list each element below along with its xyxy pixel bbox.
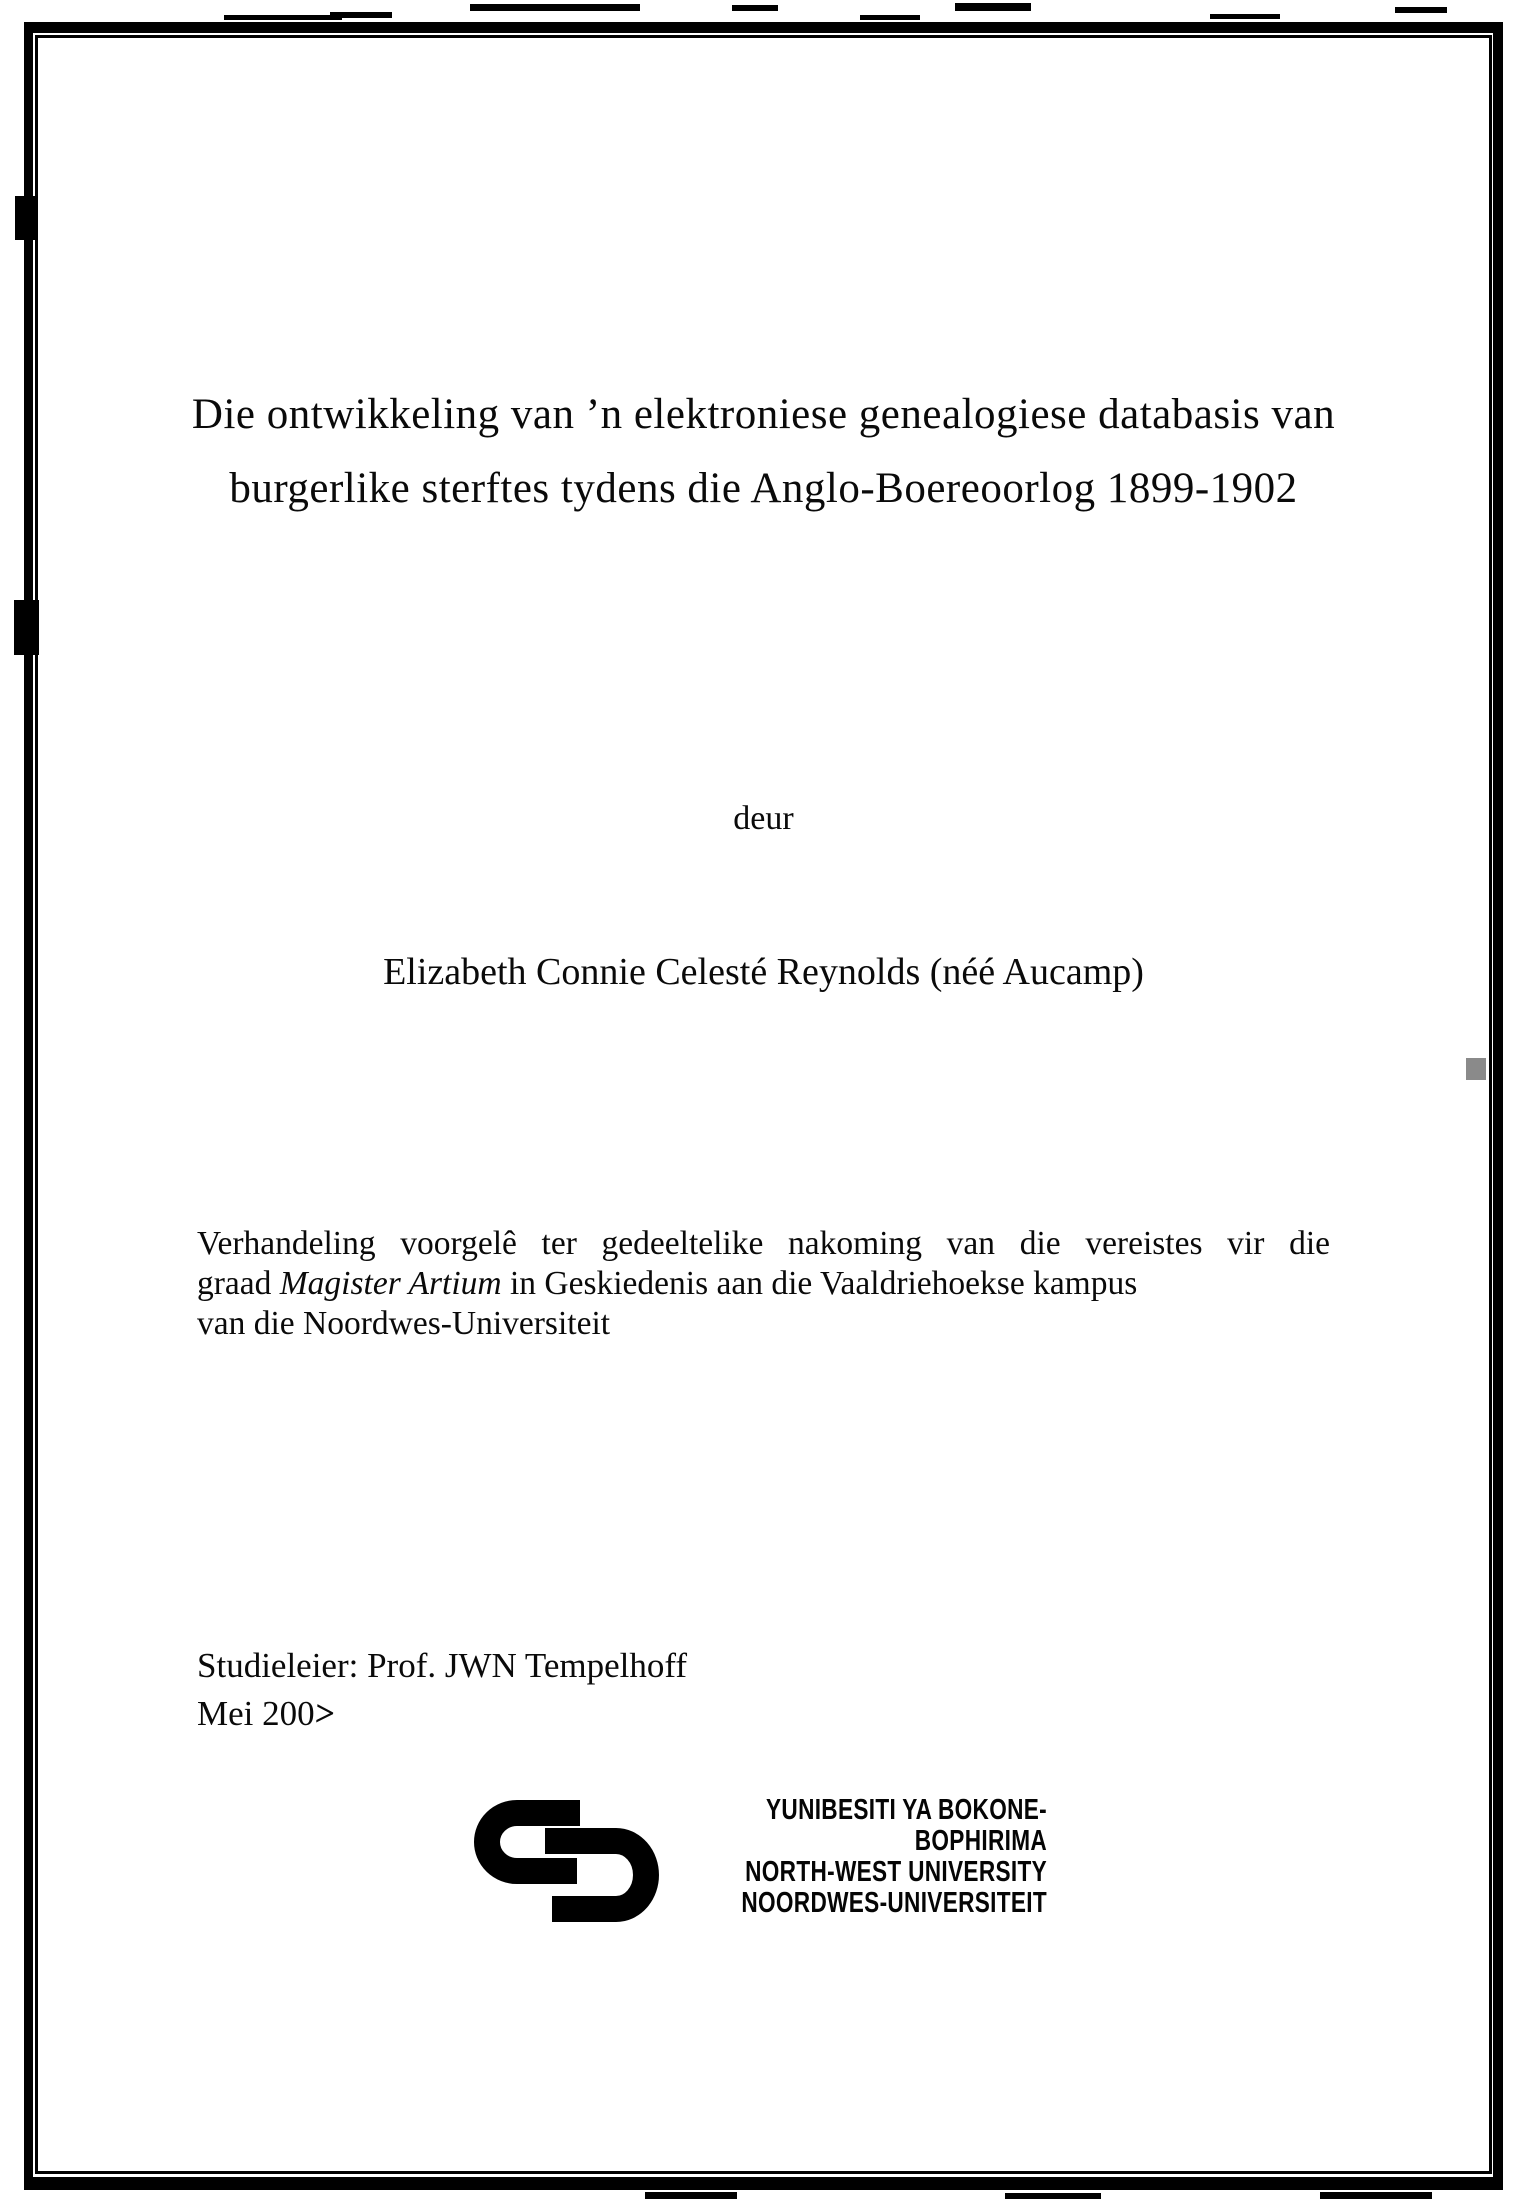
thesis-title (38, 378, 1489, 526)
scan-artifact (224, 15, 342, 20)
author-name: Elizabeth Connie Celesté Reynolds (néé Aucamp) (383, 951, 1144, 993)
nwu-chain-link-logo-icon (470, 1792, 660, 1935)
logo-line-setswana: YUNIBESITI YA BOKONE-BOPHIRIMA (766, 1794, 1047, 1857)
scan-artifact (860, 15, 920, 20)
scan-artifact (645, 2192, 737, 2199)
date-seven-glyph: > (313, 1693, 334, 1734)
scan-artifact (1320, 2192, 1432, 2199)
byline-deur: deur (733, 800, 794, 837)
statement-line-3: van die Noordwes-Universiteit (197, 1305, 611, 1342)
scan-artifact (470, 4, 640, 11)
nwu-logo (470, 1792, 1047, 1937)
scan-artifact (1395, 7, 1447, 13)
thesis-statement (197, 1224, 1330, 1344)
scan-artifact (1005, 2193, 1101, 2199)
thesis-title-line-1: Die ontwikkeling van ’n elektroniese genealogiese databasis van (191, 391, 1336, 438)
scan-artifact (1210, 14, 1280, 19)
supervisor-line: Studieleier: Prof. JWN Tempelhoff (197, 1646, 688, 1685)
scan-artifact (955, 3, 1031, 11)
date-line (197, 1693, 797, 1735)
statement-line-1: Verhandeling voorgelê ter gedeeltelike nakoming van die vereistes vir die (197, 1225, 1330, 1262)
degree-name-italic: Magister Artium (279, 1265, 502, 1302)
nwu-logo-wordmark (673, 1795, 1047, 1919)
date-prefix: Mei 200 (197, 1694, 315, 1733)
thesis-title-line-2: burgerlike sterftes tydens die Anglo-Boereoorlog 1899-1902 (229, 465, 1298, 512)
logo-line-afrikaans: NOORDWES-UNIVERSITEIT (741, 1887, 1047, 1919)
scan-artifact (732, 5, 778, 11)
logo-line-english: NORTH-WEST UNIVERSITY (745, 1856, 1047, 1888)
statement-line-2-post: in Geskiedenis aan die Vaaldriehoekse kampus (501, 1265, 1138, 1302)
statement-line-2-pre: graad (197, 1265, 280, 1302)
statement-line-2 (197, 1264, 1330, 1304)
